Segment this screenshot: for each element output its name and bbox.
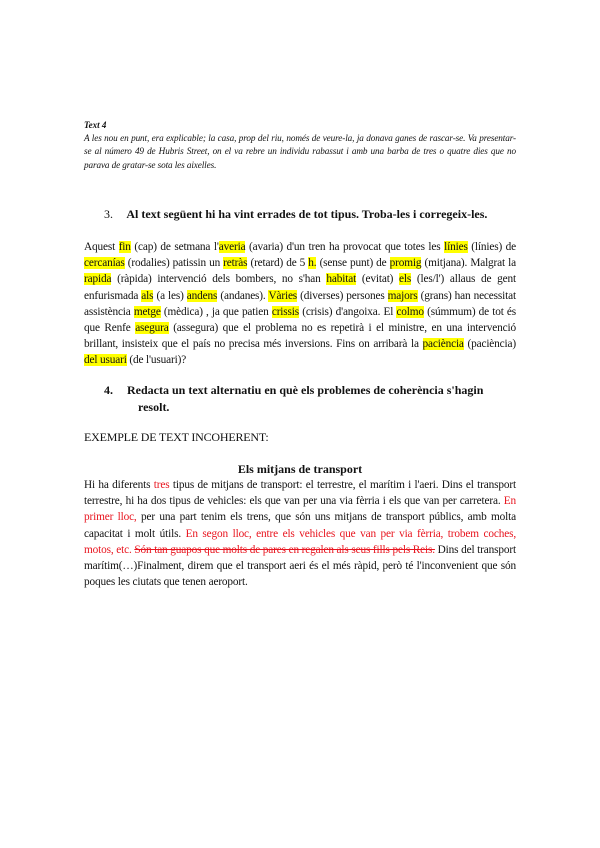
highlighted-error: rapida: [84, 273, 112, 286]
question-4-line2: resolt.: [138, 400, 170, 414]
highlighted-error: h.: [308, 257, 317, 270]
text-segment: (evitat): [356, 273, 400, 286]
highlighted-error: els: [399, 273, 412, 286]
highlighted-error: metge: [133, 305, 161, 318]
text-segment: (mèdica) , ja que patien: [160, 305, 272, 318]
transport-paragraph: [84, 477, 516, 590]
highlighted-error: Vàries: [268, 289, 298, 302]
question-4-line1: Redacta un text alternatiu en què els problemes de coherència s'hagin: [127, 383, 484, 397]
question-3: [104, 207, 544, 222]
text-segment: (línies) de: [467, 241, 516, 253]
highlighted-error: majors: [387, 289, 418, 302]
question-4-number: 4.: [104, 383, 113, 397]
text-segment: (de l'usuari)?: [126, 354, 187, 367]
highlighted-error: del usuari: [84, 354, 127, 367]
text-segment: (crisis) d'angoixa. El: [299, 305, 397, 318]
text-segment: Aquest: [84, 241, 119, 253]
text-segment: (súmmum) de tot és que Renfe: [84, 305, 516, 335]
text-segment: per una part tenim els trens, que són uns mitjans de transport públics, amb molta capacitat i molt útils.: [84, 511, 516, 540]
text-segment: (retard) de 5: [247, 257, 309, 270]
highlighted-error: retràs: [223, 257, 248, 270]
text4-title: Text 4: [84, 120, 107, 130]
text-segment: (cap) de setmana l': [130, 241, 219, 253]
highlighted-error: crissis: [271, 305, 300, 318]
highlighted-error: cercanías: [84, 257, 125, 270]
text-segment: (paciència): [463, 338, 516, 351]
text4-body: A les nou en punt, era explicable; la casa, prop del riu, només de veure-la, ja donava ganes de rascar-se. Va presentar-se al número 49 de Hubris Street, on el va rebre un individu rabassut i amb una barba de tres o quatre dies que no parava de gratar-se sota les aixelles.: [84, 133, 516, 170]
highlighted-error: averia: [218, 241, 246, 253]
highlighted-error: colmo: [396, 305, 424, 318]
example-label: EXEMPLE DE TEXT INCOHERENT:: [84, 430, 269, 444]
question-4: [104, 382, 524, 416]
text-segment: (andanes).: [217, 289, 269, 302]
highlighted-error: andens: [186, 289, 218, 302]
text-segment: Hi ha diferents: [84, 479, 154, 491]
text-segment: (grans) han necessitat assistència: [84, 289, 516, 318]
text-segment: (mitjana). Malgrat la: [421, 257, 516, 270]
text-segment: Dins del transport marítim(…)Finalment, direm que el transport aeri és el més ràpid, però té l'inconvenient que són poques les ciutats que tenen aeroport.: [84, 543, 516, 589]
red-correction: tres: [153, 479, 170, 491]
red-correction: En primer lloc,: [84, 495, 516, 524]
text-segment: (a les): [153, 289, 187, 302]
highlighted-error: línies: [444, 241, 468, 253]
text-segment: (assegura) que el problema no es repetirà i el ministre, en una intervenció brillant, insisteix que el país no precisa més inversions. Fins on arribarà la: [84, 322, 516, 351]
errors-paragraph: [84, 239, 516, 369]
text-segment: (avaria) d'un tren ha provocat que totes les: [245, 241, 445, 253]
highlighted-error: fin: [118, 241, 131, 253]
text-segment: (sense punt) de: [316, 257, 390, 270]
question-3-number: 3.: [104, 207, 113, 221]
text-segment: (les/l') allaus de gent enfurismada: [84, 273, 517, 302]
red-correction: En segon lloc, entre els vehicles que van per via fèrria, trobem coches, motos, etc.: [84, 527, 516, 556]
struck-text: Són tan guapos que molts de pares en regalen als seus fills pels Reis.: [134, 543, 435, 556]
highlighted-error: habitat: [326, 273, 357, 286]
transport-title: Els mitjans de transport: [237, 462, 363, 476]
text-segment: (rodalies) patissin un: [124, 257, 224, 270]
text-segment: tipus de mitjans de transport: el terrestre, el marítim i l'aeri. Dins el transport terrestre, hi ha dos tipus de vehicles: els que van per una via fèrria i els que van per carretera.: [84, 479, 516, 508]
highlighted-error: als: [141, 289, 154, 302]
text-segment: (diverses) persones: [297, 289, 388, 302]
question-3-text: Al text següent hi ha vint errades de tot tipus. Troba-les i corregeix-les.: [126, 207, 488, 221]
highlighted-error: asegura: [135, 322, 169, 335]
highlighted-error: paciència: [422, 338, 464, 351]
text-segment: (ràpida) intervenció dels bombers, no s'han: [111, 273, 327, 286]
highlighted-error: promig: [389, 257, 422, 270]
